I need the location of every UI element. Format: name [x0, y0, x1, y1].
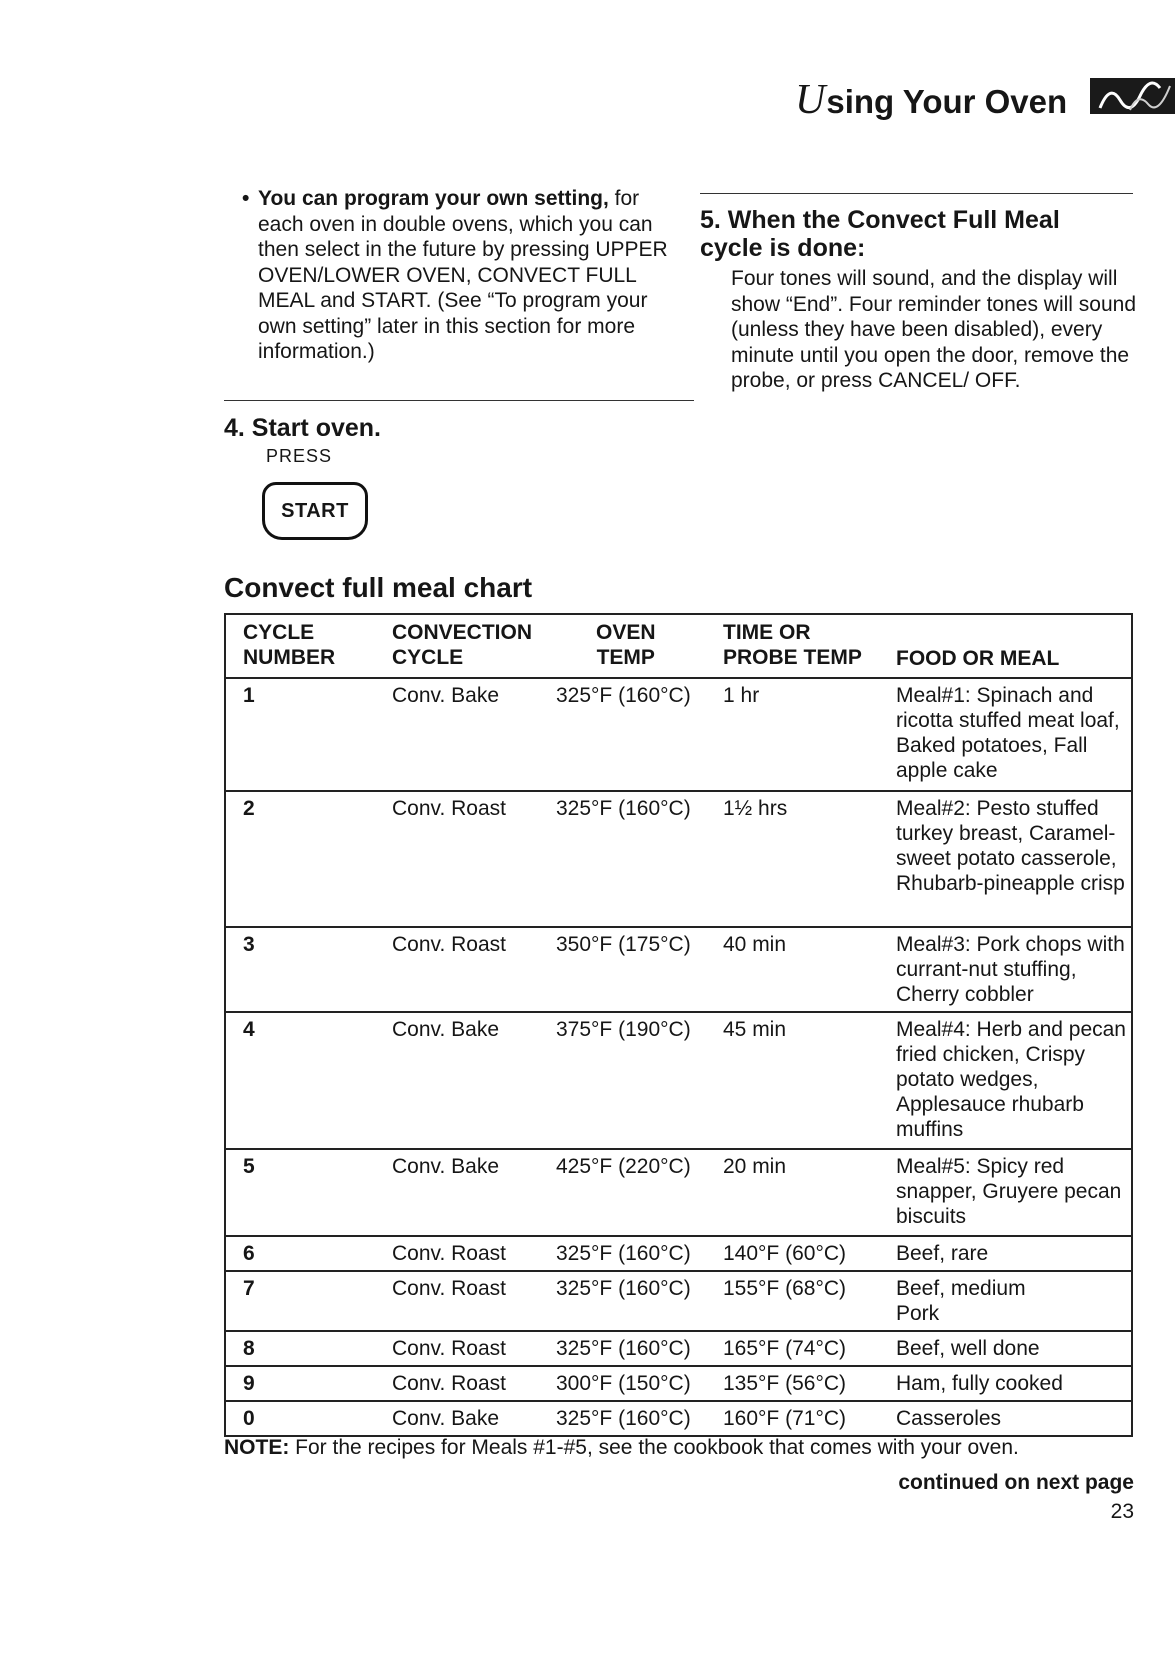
cell-cycle-number: 8: [243, 1337, 255, 1360]
cell-cycle-number: 3: [243, 933, 255, 956]
left-divider: [224, 400, 694, 401]
cell-cycle-number: 7: [243, 1277, 255, 1300]
custom-setting-bullet: [242, 186, 678, 365]
cell-oven-temp: 375°F (190°C): [556, 1018, 691, 1041]
cell-convection-cycle: Conv. Bake: [392, 1155, 499, 1178]
bullet-bold-lead: You can program your own setting,: [258, 187, 609, 210]
convect-meal-table: [224, 613, 1133, 1437]
cell-food-meal: Meal#3: Pork chops with currant-nut stuffing, Cherry cobbler: [896, 933, 1125, 1006]
step5-body: Four tones will sound, and the display will show “End”. Four reminder tones will sound (unless they have been disabled), every minute until you open the door, remove the probe, or press CANCEL/ OFF.: [731, 267, 1137, 392]
cell-convection-cycle: Conv. Roast: [392, 1372, 506, 1395]
bullet-icon: •: [242, 187, 250, 210]
cell-time-probe: 45 min: [723, 1018, 787, 1041]
cell-food-meal: Meal#4: Herb and pecan fried chicken, Crispy potato wedges, Applesauce rhubarb muffins: [896, 1018, 1126, 1141]
cell-convection-cycle: Conv. Roast: [392, 797, 506, 820]
cell-convection-cycle: Conv. Roast: [392, 933, 506, 956]
cell-time-probe: 160°F (71°C): [723, 1407, 847, 1430]
table-row: [226, 1332, 1131, 1367]
header-title-initial: U: [795, 77, 826, 123]
cell-food-meal: Meal#1: Spinach and ricotta stuffed meat loaf, Baked potatoes, Fall apple cake: [896, 684, 1120, 782]
cell-oven-temp: 325°F (160°C): [556, 797, 691, 820]
page-number: 23: [1110, 1500, 1134, 1523]
cell-convection-cycle: Conv. Roast: [392, 1277, 506, 1300]
cell-oven-temp: 325°F (160°C): [556, 1277, 691, 1300]
header-cycle-number: CYCLE NUMBER: [243, 621, 336, 669]
recipe-note: [224, 1436, 1019, 1460]
table-row: [226, 1237, 1131, 1272]
cell-cycle-number: 9: [243, 1372, 255, 1395]
table-row: [226, 1272, 1131, 1332]
bullet-text: for each oven in double ovens, which you can then select in the future by pressing UPPER OVEN/LOWER OVEN, CONVECT FULL MEAL and START. (See “To program your own setting” later in this section for more information.): [258, 187, 668, 363]
start-key-label: START: [281, 499, 349, 522]
cell-oven-temp: 325°F (160°C): [556, 1337, 691, 1360]
chart-title: Convect full meal chart: [224, 572, 533, 603]
cell-time-probe: 140°F (60°C): [723, 1242, 847, 1265]
right-divider: [700, 193, 1133, 194]
cell-time-probe: 20 min: [723, 1155, 787, 1178]
header-time-probe: TIME OR PROBE TEMP: [723, 621, 862, 669]
cell-food-meal: Casseroles: [896, 1407, 1002, 1430]
cell-time-probe: 155°F (68°C): [723, 1277, 847, 1300]
table-row: [226, 928, 1131, 1013]
cell-oven-temp: 325°F (160°C): [556, 684, 691, 707]
cell-time-probe: 1 hr: [723, 684, 760, 707]
cell-time-probe: 40 min: [723, 933, 787, 956]
cell-cycle-number: 2: [243, 797, 255, 820]
header-title-rest: sing Your Oven: [826, 83, 1068, 120]
table-row: [226, 1013, 1131, 1150]
header-convection-cycle: CONVECTION CYCLE: [392, 621, 533, 669]
cell-cycle-number: 4: [243, 1018, 255, 1041]
cell-convection-cycle: Conv. Bake: [392, 1407, 499, 1430]
table-row: [226, 679, 1131, 792]
cell-cycle-number: 0: [243, 1407, 255, 1430]
cell-time-probe: 1½ hrs: [723, 797, 788, 820]
cell-convection-cycle: Conv. Bake: [392, 684, 499, 707]
note-text: For the recipes for Meals #1-#5, see the cookbook that comes with your oven.: [289, 1436, 1019, 1459]
table-row: [226, 792, 1131, 928]
cell-convection-cycle: Conv. Bake: [392, 1018, 499, 1041]
cell-oven-temp: 325°F (160°C): [556, 1242, 691, 1265]
cell-food-meal: Ham, fully cooked: [896, 1372, 1063, 1395]
cell-food-meal: Beef, well done: [896, 1337, 1040, 1360]
cell-oven-temp: 300°F (150°C): [556, 1372, 691, 1395]
cell-cycle-number: 6: [243, 1242, 255, 1265]
start-key-icon: [262, 482, 368, 540]
cell-oven-temp: 425°F (220°C): [556, 1155, 691, 1178]
cell-food-meal: Meal#5: Spicy red snapper, Gruyere pecan biscuits: [896, 1155, 1122, 1228]
page-header-title: [795, 76, 1067, 124]
cell-cycle-number: 5: [243, 1155, 255, 1178]
table-row: [226, 1150, 1131, 1237]
cell-convection-cycle: Conv. Roast: [392, 1242, 506, 1265]
cell-convection-cycle: Conv. Roast: [392, 1337, 506, 1360]
cell-time-probe: 165°F (74°C): [723, 1337, 847, 1360]
table-header: [226, 615, 1131, 679]
cell-time-probe: 135°F (56°C): [723, 1372, 847, 1395]
continued-label: continued on next page: [898, 1471, 1134, 1494]
step5-heading: 5. When the Convect Full Meal cycle is done:: [700, 206, 1060, 262]
cell-oven-temp: 350°F (175°C): [556, 933, 691, 956]
cell-food-meal: Beef, medium Pork: [896, 1277, 1026, 1325]
table-row: [226, 1367, 1131, 1402]
table-row: [226, 1402, 1131, 1435]
note-label: NOTE:: [224, 1436, 290, 1459]
cell-oven-temp: 325°F (160°C): [556, 1407, 691, 1430]
cell-cycle-number: 1: [243, 684, 255, 707]
section-logo-icon: [1090, 78, 1175, 114]
cell-food-meal: Beef, rare: [896, 1242, 989, 1265]
header-oven-temp: OVEN TEMP: [596, 621, 656, 669]
press-label: PRESS: [266, 446, 333, 466]
header-food-meal: FOOD OR MEAL: [896, 647, 1060, 670]
step4-heading: 4. Start oven.: [224, 414, 381, 442]
cell-food-meal: Meal#2: Pesto stuffed turkey breast, Caramel-sweet potato casserole, Rhubarb-pineapple crisp: [896, 797, 1125, 895]
